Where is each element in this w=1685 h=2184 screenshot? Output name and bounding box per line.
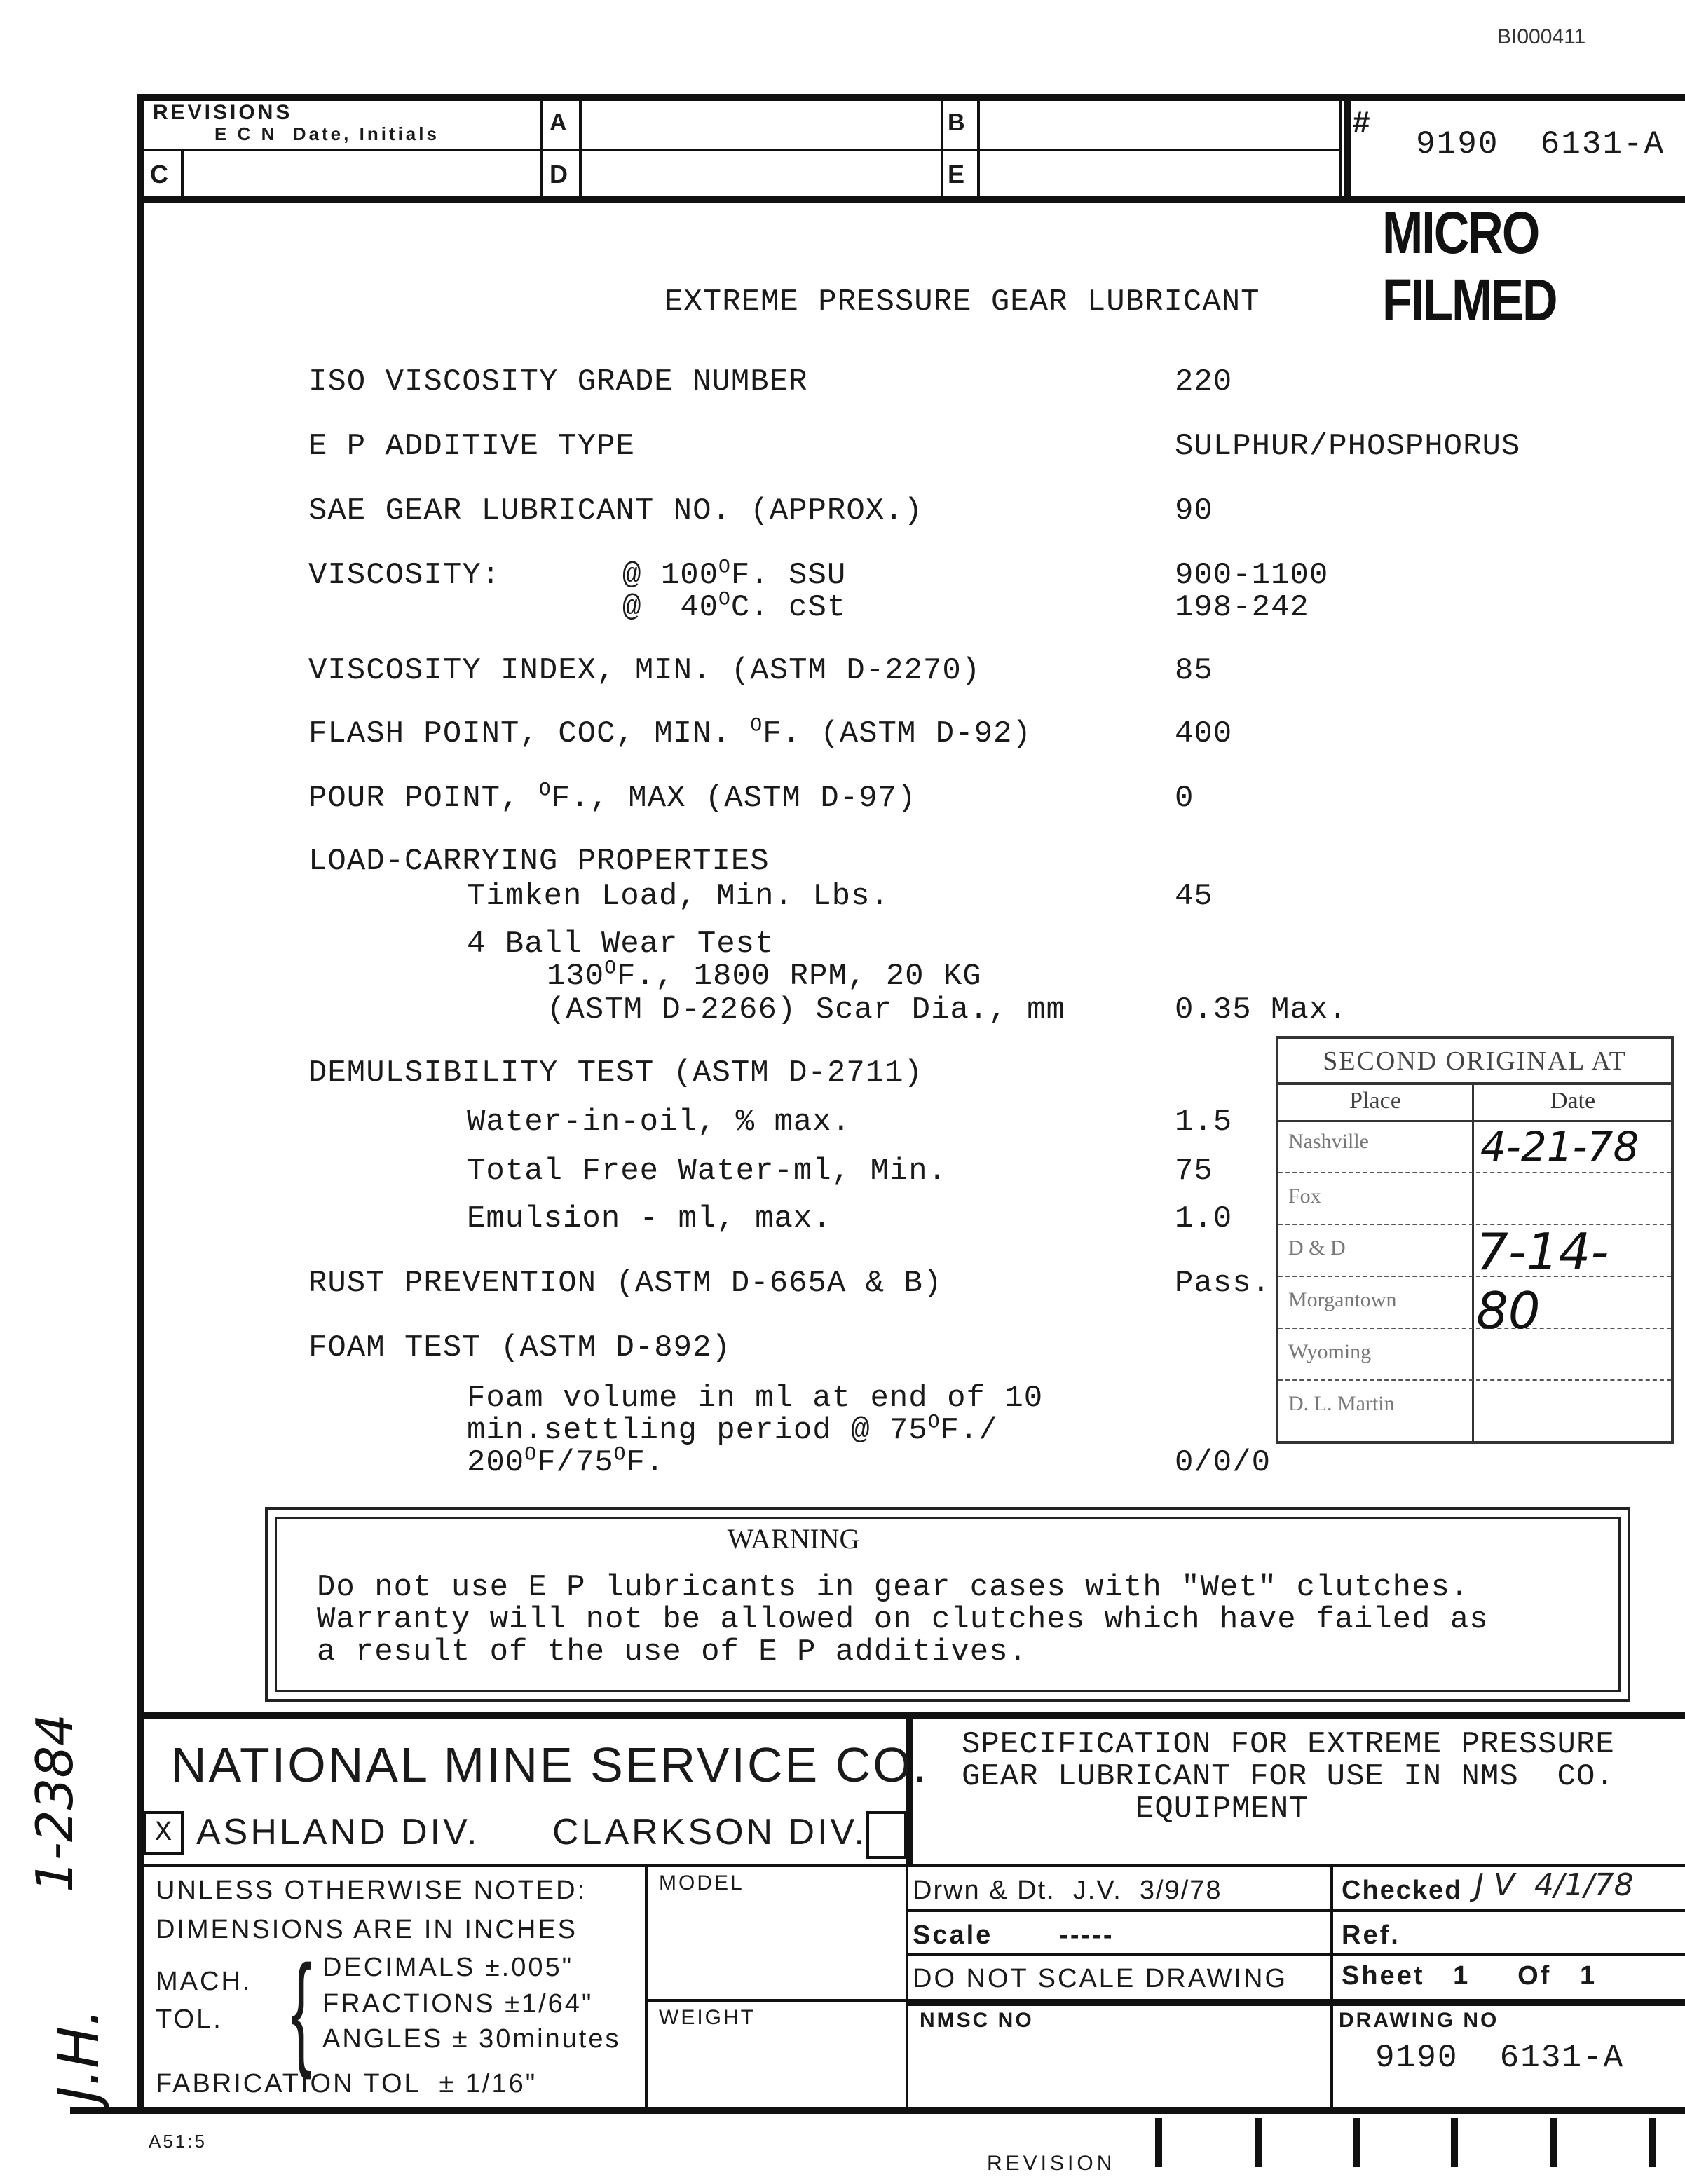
stamp-date-1: 4-21-78 <box>1480 1123 1639 1171</box>
stamp-place-2: Fox <box>1288 1185 1321 1208</box>
viscosity-value-1: 900-1100 <box>1175 558 1329 593</box>
viscosity-label: VISCOSITY: <box>308 558 501 593</box>
timken-label: Timken Load, Min. Lbs. <box>467 879 889 914</box>
document-id: BI000411 <box>1497 25 1586 48</box>
timken-value: 45 <box>1175 879 1213 914</box>
stamp-place-5: Wyoming <box>1288 1340 1372 1363</box>
model-label: MODEL <box>659 1871 744 1895</box>
spec-title-line-2: GEAR LUBRICANT FOR USE IN NMS CO. <box>962 1759 1615 1794</box>
document-title: EXTREME PRESSURE GEAR LUBRICANT <box>664 285 1260 320</box>
decimals-tol: DECIMALS ±.005" <box>322 1953 574 1982</box>
clarkson-div: CLARKSON DIV. <box>552 1812 867 1852</box>
warning-line-3: a result of the use of E P additives. <box>317 1634 1028 1670</box>
warning-box <box>265 1507 1630 1702</box>
number-symbol: # <box>1353 105 1370 139</box>
stamp-place-6: D. L. Martin <box>1288 1392 1395 1415</box>
stamp-col-place: Place <box>1349 1088 1401 1114</box>
foam-line-3: $200^OF/75^OF$. <box>467 1444 665 1480</box>
ref-label: Ref. <box>1342 1920 1400 1950</box>
warning-line-1: Do not use E P lubricants in gear cases with "Wet" clutches. <box>317 1570 1470 1605</box>
company-name: NATIONAL MINE SERVICE CO. <box>171 1738 929 1792</box>
rust-value: Pass. <box>1175 1266 1271 1301</box>
emulsion-value: 1.0 <box>1175 1201 1233 1236</box>
stamp-date-3: 7-14-80 <box>1476 1222 1609 1340</box>
form-number: A51:5 <box>149 2131 207 2152</box>
pour-label: POUR POINT, $^O$F., MAX (ASTM D-97) <box>308 779 917 816</box>
do-not-scale: DO NOT SCALE DRAWING <box>913 1964 1288 1993</box>
microfilmed-stamp: MICRO FILMED <box>1382 200 1557 333</box>
mach-label: MACH. <box>156 1967 252 1996</box>
revision-cell-e: E <box>948 160 965 189</box>
warning-line-2: Warranty will not be allowed on clutches which have failed as <box>317 1602 1489 1637</box>
dimensions-inches: DIMENSIONS ARE IN INCHES <box>156 1915 578 1944</box>
ashland-checkbox[interactable] <box>143 1811 184 1855</box>
scar-value: 0.35 Max. <box>1175 992 1348 1028</box>
viscosity-40c: @ $40^OC$. cSt <box>622 589 847 625</box>
drawing-no-label: DRAWING NO <box>1339 2009 1499 2032</box>
revision-cell-b: B <box>948 109 965 136</box>
flash-label: FLASH POINT, COC, MIN. $^O$F. (ASTM D-92) <box>308 715 1032 751</box>
ashland-div: ASHLAND DIV. <box>196 1812 480 1852</box>
revision-cell-c: C <box>150 160 168 189</box>
second-original-title: SECOND ORIGINAL AT <box>1323 1046 1627 1076</box>
water-value: 1.5 <box>1175 1105 1233 1140</box>
second-original-stamp <box>1276 1036 1674 1444</box>
foam-value: 0/0/0 <box>1175 1445 1271 1480</box>
side-note: 1-2384 <box>25 1713 84 1892</box>
demuls-label: DEMULSIBILITY TEST (ASTM D-2711) <box>308 1056 923 1091</box>
angles-tol: ANGLES ± 30minutes <box>322 2024 621 2054</box>
revision-cell-a: A <box>550 109 567 136</box>
ball-conditions: $130^OF$., 1800 RPM, 20 KG <box>547 957 982 994</box>
foam-line-2: min.settling period @ $75^OF./$ <box>467 1412 998 1448</box>
free-water-value: 75 <box>1175 1154 1213 1189</box>
header-doc-number: 9190 6131-A <box>1416 126 1665 163</box>
ep-value: SULPHUR/PHOSPHORUS <box>1175 429 1521 464</box>
stamp-col-date: Date <box>1550 1088 1596 1114</box>
stamp-place-3: D & D <box>1288 1236 1346 1260</box>
fabrication-tol: FABRICATION TOL ± 1/16" <box>156 2069 538 2098</box>
spec-title-line-1: SPECIFICATION FOR EXTREME PRESSURE <box>962 1727 1615 1762</box>
revisions-label: REVISIONS <box>153 101 293 124</box>
side-initials: J.H. <box>46 2008 111 2103</box>
pour-value: 0 <box>1175 781 1194 816</box>
fractions-tol: FRACTIONS ±1/64" <box>322 1989 594 2019</box>
ball-label: 4 Ball Wear Test <box>467 927 775 962</box>
stamp-place-4: Morgantown <box>1288 1288 1397 1311</box>
iso-value: 220 <box>1175 364 1233 400</box>
foam-label: FOAM TEST (ASTM D-892) <box>308 1330 731 1365</box>
drawing-number: 9190 6131-A <box>1375 2040 1625 2076</box>
nmsc-no-label: NMSC NO <box>920 2009 1034 2032</box>
sheet-label: Sheet 1 Of 1 <box>1342 1961 1597 1991</box>
viscosity-value-2: 198-242 <box>1175 590 1309 625</box>
checked-label: Checked <box>1342 1876 1463 1905</box>
vi-value: 85 <box>1175 653 1213 688</box>
weight-label: WEIGHT <box>659 2006 756 2029</box>
emulsion-label: Emulsion - ml, max. <box>467 1201 832 1236</box>
checked-initials: J V 4/1/78 <box>1475 1867 1634 1903</box>
load-label: LOAD-CARRYING PROPERTIES <box>308 844 770 879</box>
scar-label: (ASTM D-2266) Scar Dia., mm <box>547 992 1065 1028</box>
water-label: Water-in-oil, % max. <box>467 1105 852 1140</box>
rust-label: RUST PREVENTION (ASTM D-665A & B) <box>308 1266 943 1301</box>
drawn-date: Drwn & Dt. J.V. 3/9/78 <box>913 1876 1222 1905</box>
stamp-place-1: Nashville <box>1288 1130 1369 1153</box>
revision-label: REVISION <box>987 2152 1116 2175</box>
iso-label: ISO VISCOSITY GRADE NUMBER <box>308 364 808 400</box>
sae-label: SAE GEAR LUBRICANT NO. (APPROX.) <box>308 493 923 528</box>
clarkson-checkbox[interactable] <box>866 1811 907 1859</box>
revision-cell-d: D <box>550 160 568 189</box>
viscosity-100f: @ $100^OF$. SSU <box>622 557 847 593</box>
ep-label: E P ADDITIVE TYPE <box>308 429 635 464</box>
checkbox-mark: X <box>154 1817 172 1849</box>
free-water-label: Total Free Water-ml, Min. <box>467 1154 948 1189</box>
vi-label: VISCOSITY INDEX, MIN. (ASTM D-2270) <box>308 653 981 688</box>
scale-label: Scale ----- <box>913 1920 1114 1950</box>
sae-value: 90 <box>1175 493 1213 528</box>
warning-title: WARNING <box>727 1523 860 1555</box>
ecn-label: E C N Date, Initials <box>214 123 439 144</box>
tolerance-brace: { <box>291 1939 313 2080</box>
tol-label: TOL. <box>156 2005 223 2034</box>
spec-title-line-3: EQUIPMENT <box>1135 1791 1309 1827</box>
unless-noted: UNLESS OTHERWISE NOTED: <box>156 1876 587 1905</box>
flash-value: 400 <box>1175 716 1233 751</box>
foam-line-1: Foam volume in ml at end of 10 <box>467 1381 1044 1416</box>
